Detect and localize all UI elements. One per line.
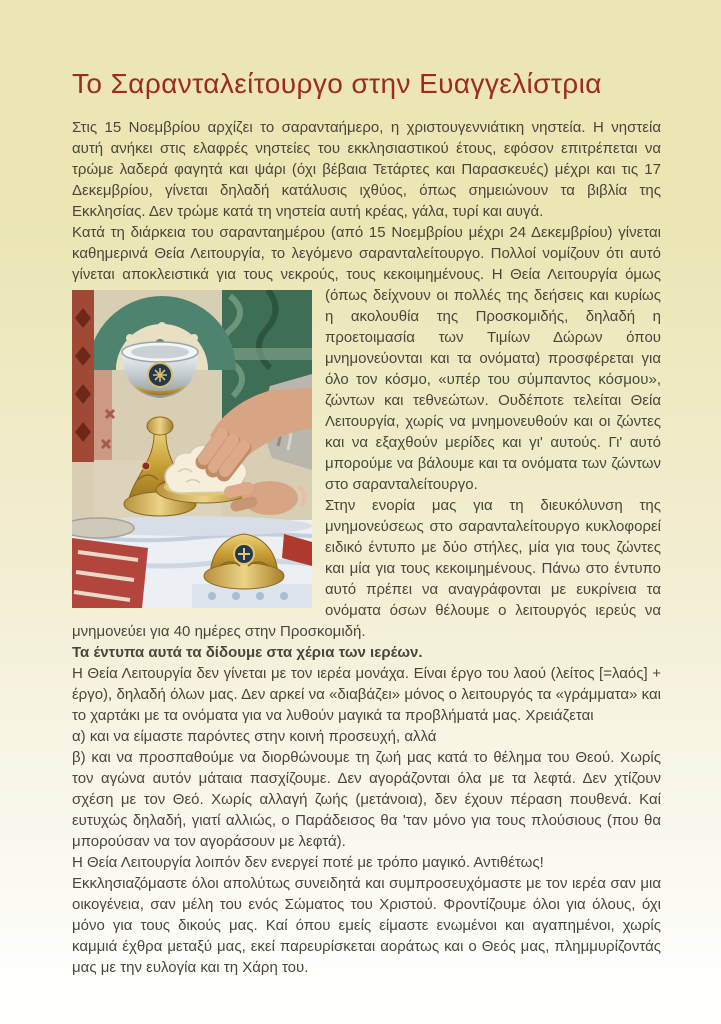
paragraph-liturgy: [72, 222, 661, 495]
paragraph-people: Η Θεία Λειτουργία δεν γίνεται με τον ιερέα μονάχα. Είναι έργο του λαού (λείτος [=λαός] + έργο), δηλαδή όλων μας. Δεν αρκεί να «διαβάζει» μόνος ο λειτουργός τα «γράμματα» και το χαρτάκι με τα ονόματα για να λυθούν μαγικά τα προβλήματά μας. Χρειάζεται: [72, 665, 661, 724]
paragraph-liturgy-start: Κατά τη διάρκεια του σαρανταημέρου (από 15 Νοεμβρίου μέχρι 24 Δεκεμβρίου) γίνεται καθημερινά Θεία Λειτουργία, το λεγόμενο σαρανταλείτουργο. Πολλοί νομίζουν ότι αυτό γίνεται αποκλειστικά για τους νεκρούς, τους κεκοιμημένους. Η Θεία Λειτουργία όμως: [72, 224, 661, 283]
photo-illustration: [72, 290, 312, 608]
paragraph-liturgy-wrap: (όπως δείχνουν οι πολλές της δεήσεις και κυρίως η ακολουθία της Προσκομιδής, δηλαδή η προετοιμασία των Τιμίων Δώρων όπου μνημονεύονται και τα ονόματα) προσφέρεται για όλο τον κόσμο, «υπέρ του σύμπαντος κόσμου», ζώντων και τεθνεώτων. Ουδέποτε τελείται Θεία Λειτουργία, χωρίς να μνημονευθούν και οι ζώντες και να εξαχθούν μερίδες και γι' αυτούς. Γι' αυτό μπορούμε να βάλουμε και τα ονόματα των ζώντων στο σαρανταλείτουργο.: [325, 287, 661, 493]
paragraph-family: Εκκλησιαζόμαστε όλοι απολύτως συνειδητά και συμπροσευχόμαστε με τον ιερέα σαν μια οικογένεια, σαν μέλη του ενός Σώματος του Χριστού. Φροντίζουμε όλοι για όλους, όχι μόνο για τους δικούς μας. Καί όπου εμείς είμαστε ενωμένοι και αγαπημένοι, χωρίς καμμιά έχθρα μεταξύ μας, εκεί παρευρίσκεται αοράτως και ο Θεός μας, πλημμυρίζοντάς μας με την ευλογία και τη Χάρη του.: [72, 875, 661, 976]
article-photo: [72, 290, 312, 608]
article-body: [72, 117, 661, 978]
paragraph-forms-bold: Τα έντυπα αυτά τα δίδουμε στα χέρια των ιερέων.: [72, 644, 423, 661]
list-item-a: α) και να είμαστε παρόντες στην κοινή προσευχή, αλλά: [72, 728, 437, 745]
paragraph-magic: Η Θεία Λειτουργία λοιπόν δεν ενεργεί ποτέ με τρόπο μαγικό. Αντιθέτως!: [72, 854, 544, 871]
paragraph-parish: Στην ενορία μας για τη διευκόλυνση της μνημονεύσεως στο σαρανταλείτουργο κυκλοφορεί ειδικό έντυπο με δύο στήλες, μία για τους ζώντες και μία για τους κεκοιμημένους. Πάνω στο έντυπο αυτό πρέπει να αναγράφονται με ευκρίνεια τα ονόματα όσων θέλουμε ο λειτουργός ιερεύς να μνημονεύει για 40 ημέρες στην Προσκομιδή.: [72, 497, 661, 640]
paragraph-fasting: Στις 15 Νοεμβρίου αρχίζει το σαρανταήμερο, η χριστουγεννιάτικη νηστεία. Η νηστεία αυτή ανήκει στις ελαφρές νηστείες του εκκλησιαστικού έτους, εφόσον επιτρέπεται να τρώμε λαδερά φαγητά και ψάρι (όχι βέβαια Τετάρτες και Παρασκευές) μέχρι και τις 17 Δεκεμβρίου, γίνεται δηλαδή κατάλυσις ιχθύος, όπως σημειώνουν τα βιβλία της Εκκλησίας. Δεν τρώμε κατά τη νηστεία αυτή κρέας, γάλα, τυρί και αυγά.: [72, 119, 661, 220]
page-title: Το Σαρανταλείτουργο στην Ευαγγελίστρια: [72, 68, 602, 99]
list-item-b: β) και να προσπαθούμε να διορθώνουμε τη ζωή μας κατά το θέλημα του Θεού. Χωρίς τον αγώνα αυτόν μάταια πασχίζουμε. Δεν αγοράζονται όλα με τα λεφτά. Δεν χτίζουν σχέση με τον Θεό. Χωρίς αλλαγή ζωής (μετάνοια), δεν έχουν πέραση πουθενά. Καί ευτυχώς δηλαδή, γιατί αλλιώς, ο Παράδεισος θα 'ταν μόνο για τους πλούσιους (που θα μπορούσαν να τον αγοράσουν με λεφτά).: [72, 749, 661, 850]
